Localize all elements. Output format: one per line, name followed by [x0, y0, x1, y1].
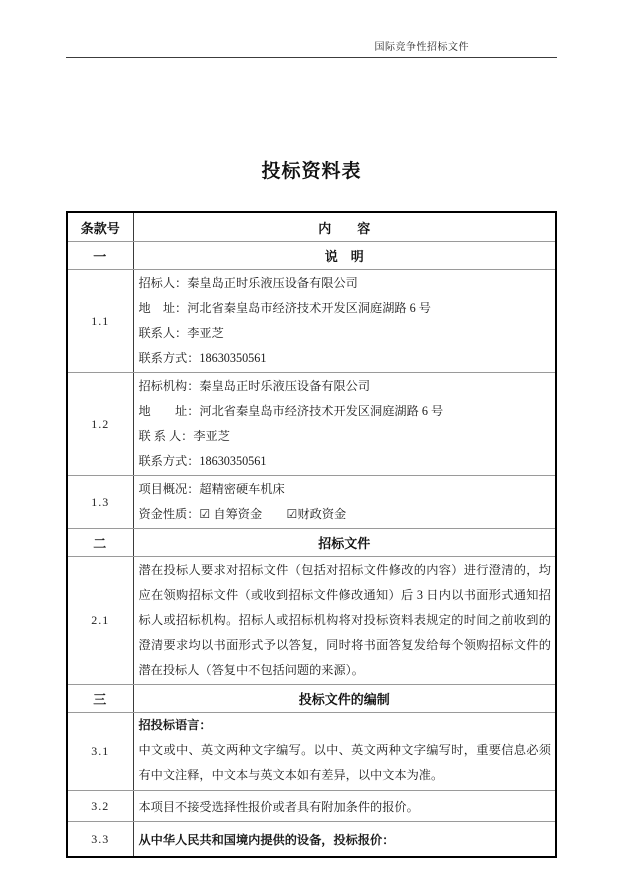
- column-header-content: 内 容: [133, 212, 556, 242]
- table-row-1-3: [67, 476, 556, 529]
- clause-content: [133, 476, 556, 529]
- header-note-text: 国际竞争性招标文件: [374, 42, 469, 53]
- language-paragraph: 中文或中、英文两种文字编写。以中、英文两种文字编写时，重要信息必须有中文注释，中文本与英文本如有差异，以中文本为准。: [138, 743, 551, 782]
- tenderer-line: 招标人：秦皇岛正时乐液压设备有限公司: [138, 276, 358, 290]
- address-line: 地 址：河北省秦皇岛市经济技术开发区洞庭湖路 6 号: [138, 301, 431, 315]
- clause-no: 1.2: [67, 373, 133, 476]
- phone-line: 联系方式：18630350561: [138, 454, 267, 468]
- project-overview-line: 项目概况：超精密硬车机床: [138, 482, 285, 496]
- clause-content: 本项目不接受选择性报价或者具有附加条件的报价。: [133, 791, 556, 822]
- address-line: 地 址：河北省秦皇岛市经济技术开发区洞庭湖路 6 号: [138, 404, 444, 418]
- fund-nature-line: 资金性质：☑ 自筹资金 ☑财政资金: [138, 507, 347, 521]
- clause-content: [133, 557, 556, 685]
- clause-content: [133, 713, 556, 791]
- table-row-section-2: [67, 529, 556, 557]
- table-row-section-1: [67, 242, 556, 270]
- page-header-note: [66, 38, 557, 58]
- clause-no: 1.3: [67, 476, 133, 529]
- clause-no: 1.1: [67, 270, 133, 373]
- clause-no: 二: [67, 529, 133, 557]
- clause-no: 3.1: [67, 713, 133, 791]
- clause-no: 一: [67, 242, 133, 270]
- clause-no: 三: [67, 685, 133, 713]
- agency-line: 招标机构：秦皇岛正时乐液压设备有限公司: [138, 379, 371, 393]
- clause-content: 从中华人民共和国境内提供的设备，投标报价：: [133, 822, 556, 858]
- table-row-1-2: [67, 373, 556, 476]
- section-title: 招标文件: [133, 529, 556, 557]
- table-row-3-3: [67, 822, 556, 858]
- contact-line: 联系人：李亚芝: [138, 326, 224, 340]
- table-row-3-1: [67, 713, 556, 791]
- clause-content: [133, 270, 556, 373]
- table-row-section-3: [67, 685, 556, 713]
- clause-content: [133, 373, 556, 476]
- section-title: 投标文件的编制: [133, 685, 556, 713]
- section-title: 说 明: [133, 242, 556, 270]
- table-row-1-1: [67, 270, 556, 373]
- table-row-3-2: [67, 791, 556, 822]
- clause-no: 3.2: [67, 791, 133, 822]
- table-header-row: [67, 212, 556, 242]
- bid-data-table: [66, 211, 557, 858]
- clause-no: 2.1: [67, 557, 133, 685]
- contact-line: 联 系 人：李亚芝: [138, 429, 230, 443]
- phone-line: 联系方式：18630350561: [138, 351, 267, 365]
- column-header-clause-no: 条款号: [67, 212, 133, 242]
- clause-no: 3.3: [67, 822, 133, 858]
- clarification-paragraph: 潜在投标人要求对招标文件（包括对招标文件修改的内容）进行澄清的，均应在领购招标文件（或收到招标文件修改通知）后 3 日内以书面形式通知招标人或招标机构。招标人或招标机构将对投标资料表规定的时间之前收到的澄清要求均以书面形式予以答复，同时将书面答复发给每个领购招标文件的潜在投标人（答复中不包括问题的来源）。: [138, 563, 551, 677]
- language-label: 招投标语言：: [138, 718, 212, 732]
- page-title: 投标资料表: [261, 161, 362, 182]
- table-row-2-1: [67, 557, 556, 685]
